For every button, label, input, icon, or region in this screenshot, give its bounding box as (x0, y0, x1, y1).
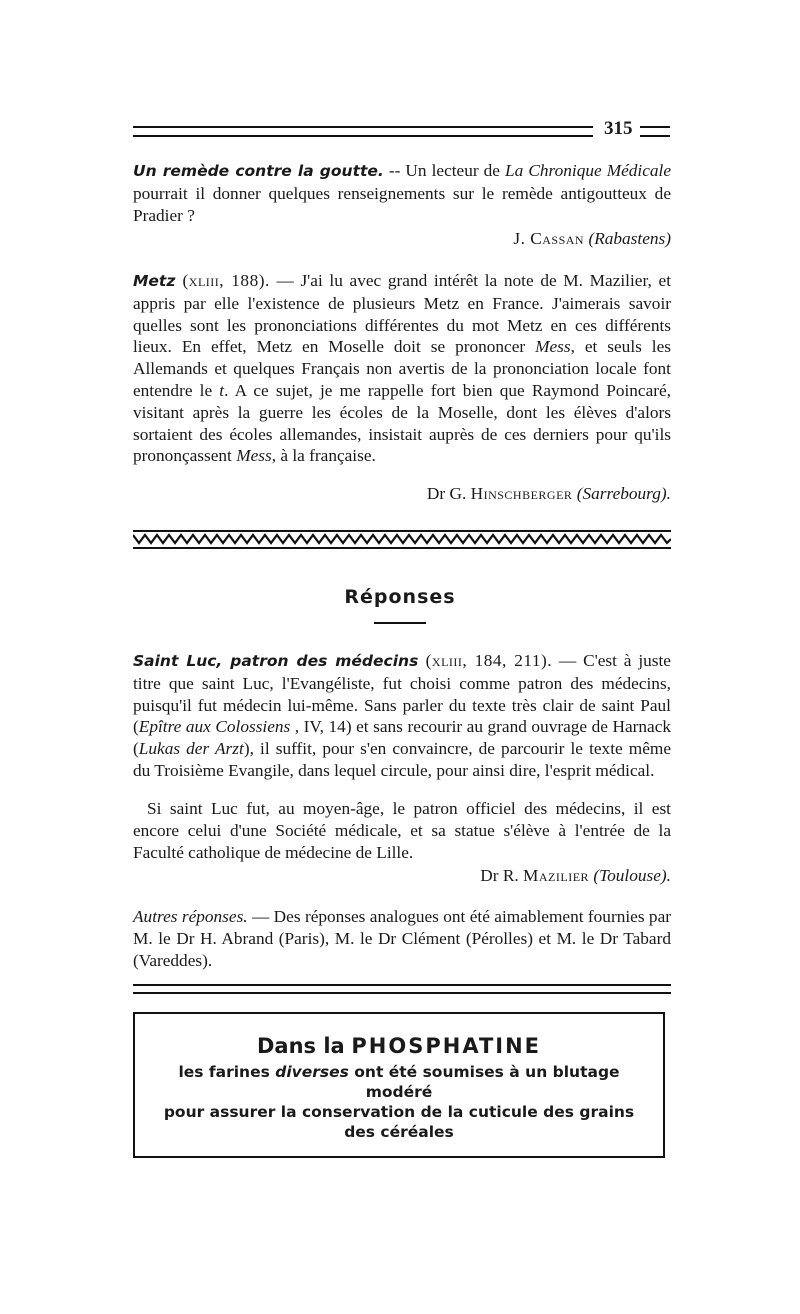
advert-box (133, 1012, 665, 1158)
book-title-epitre: Epître aux Colossiens (138, 717, 291, 737)
answer-saint-luc-signature (133, 866, 671, 886)
query-metz-signature (133, 484, 671, 504)
query-goutte-dash: -- Un lecteur de (383, 161, 506, 180)
advert-headline (135, 1034, 663, 1058)
section-title-rule (374, 622, 426, 624)
query-metz-ref: (xliii, 188). (175, 271, 270, 290)
answer-text-2: , IV, 14) et sans recourir au grand ouvrage de Harnack ( (133, 717, 672, 759)
word-mess: Mess (535, 337, 571, 357)
query-goutte-signature (133, 229, 671, 249)
answer-saint-luc-kicker: Saint Luc, patron des médecins (133, 652, 419, 670)
signature-place: (Rabastens) (588, 229, 671, 248)
query-metz-text-2: , et seuls les Allemands et quelques Français non avertis de la prononciation locale font entendre le (133, 337, 671, 400)
book-title-lukas: Lukas der Arzt (138, 739, 244, 759)
answer-text-1: — C'est à juste titre que saint Luc, l'Evangéliste, fut choisi comme patron des médecins, puisqu'il fut médecin lui-même. Sans parler du texte très clair de saint Paul ( (133, 651, 671, 737)
query-metz-text-3: . A ce sujet, je me rappelle fort bien que Raymond Poincaré, visitant après la guerre les écoles de la Moselle, dont les élèves d'alors sortaient des écoles allemandes, insistait auprès de ces derniers pour qu'ils prononçassent (133, 380, 671, 466)
signature-place: (Toulouse). (593, 866, 671, 885)
query-goutte-kicker: Un remède contre la goutte. (133, 162, 384, 180)
letter-t: t (219, 380, 225, 400)
advert-line-2 (135, 1062, 663, 1082)
zigzag-ornament (133, 533, 671, 545)
footer-rule (133, 984, 671, 994)
advert-line-2a: les farines (178, 1063, 276, 1081)
query-goutte (133, 160, 671, 226)
signature-name: Mazilier (523, 866, 590, 885)
query-metz-text-1: — J'ai lu avec grand intérêt la note de M. Mazilier, et appris par elle l'existence de plusieurs Metz en France. J'aimerais savoir quelles sont les prononciations différentes du mot Metz en ces différents lieux. En effet, Metz en Moselle doit se prononcer (133, 271, 671, 357)
query-metz-text-4: , à la française. (271, 446, 376, 466)
separator-rule-top (133, 530, 671, 532)
signature-title: Dr G. (426, 484, 467, 503)
word-mess-2: Mess (236, 446, 272, 466)
answer-saint-luc-ref: (xliii, 184, 211). (418, 651, 553, 670)
header-rule-left (133, 126, 593, 137)
advert-line-2-em: diverses (275, 1063, 349, 1081)
section-title: Réponses (344, 586, 456, 608)
answer-autres-text: — Des réponses analogues ont été aimablement fournies par M. le Dr H. Abrand (Paris), M. le Dr Clément (Pérolles) et M. le Dr Tabard (Vareddes). (133, 907, 671, 970)
advert-line-2b: ont été soumises à un blutage (348, 1063, 620, 1081)
advert-line-3: modéré (365, 1083, 433, 1101)
answer-autres (133, 906, 671, 971)
answer-autres-kicker: Autres réponses. (133, 907, 248, 926)
query-metz-kicker: Metz (133, 272, 176, 290)
answer-text-3: ), il suffit, pour s'en convaincre, de parcourir le texte même du Troisième Evangile, dans lequel circule, pour ainsi dire, l'esprit médical. (133, 739, 672, 780)
signature-place: (Sarrebourg). (576, 484, 671, 503)
query-goutte-text: pourrait il donner quelques renseignements sur le remède antigoutteux de Pradier ? (133, 183, 671, 225)
signature-name: J. Cassan (513, 229, 585, 248)
answer-saint-luc-para-2: Si saint Luc fut, au moyen-âge, le patron officiel des médecins, il est encore celui d'une Société médicale, et sa statue s'élève à l'entrée de la Faculté catholique de médecine de Lille. (133, 799, 671, 862)
advert-brand: PHOSPHATINE (351, 1034, 541, 1058)
signature-title: Dr R. (480, 866, 519, 885)
answer-saint-luc (133, 650, 671, 782)
advert-prefix: Dans la (256, 1034, 345, 1058)
query-metz (133, 270, 671, 467)
query-goutte-journal: La Chronique Médicale (505, 161, 671, 180)
advert-line-5: des céréales (344, 1123, 454, 1141)
page-number: 315 (604, 118, 633, 139)
signature-name: Hinschberger (470, 484, 573, 503)
header-rule-right (640, 126, 670, 137)
separator-rule-bottom (133, 547, 671, 549)
advert-line-4: pour assurer la conservation de la cuticule des grains (163, 1103, 635, 1121)
